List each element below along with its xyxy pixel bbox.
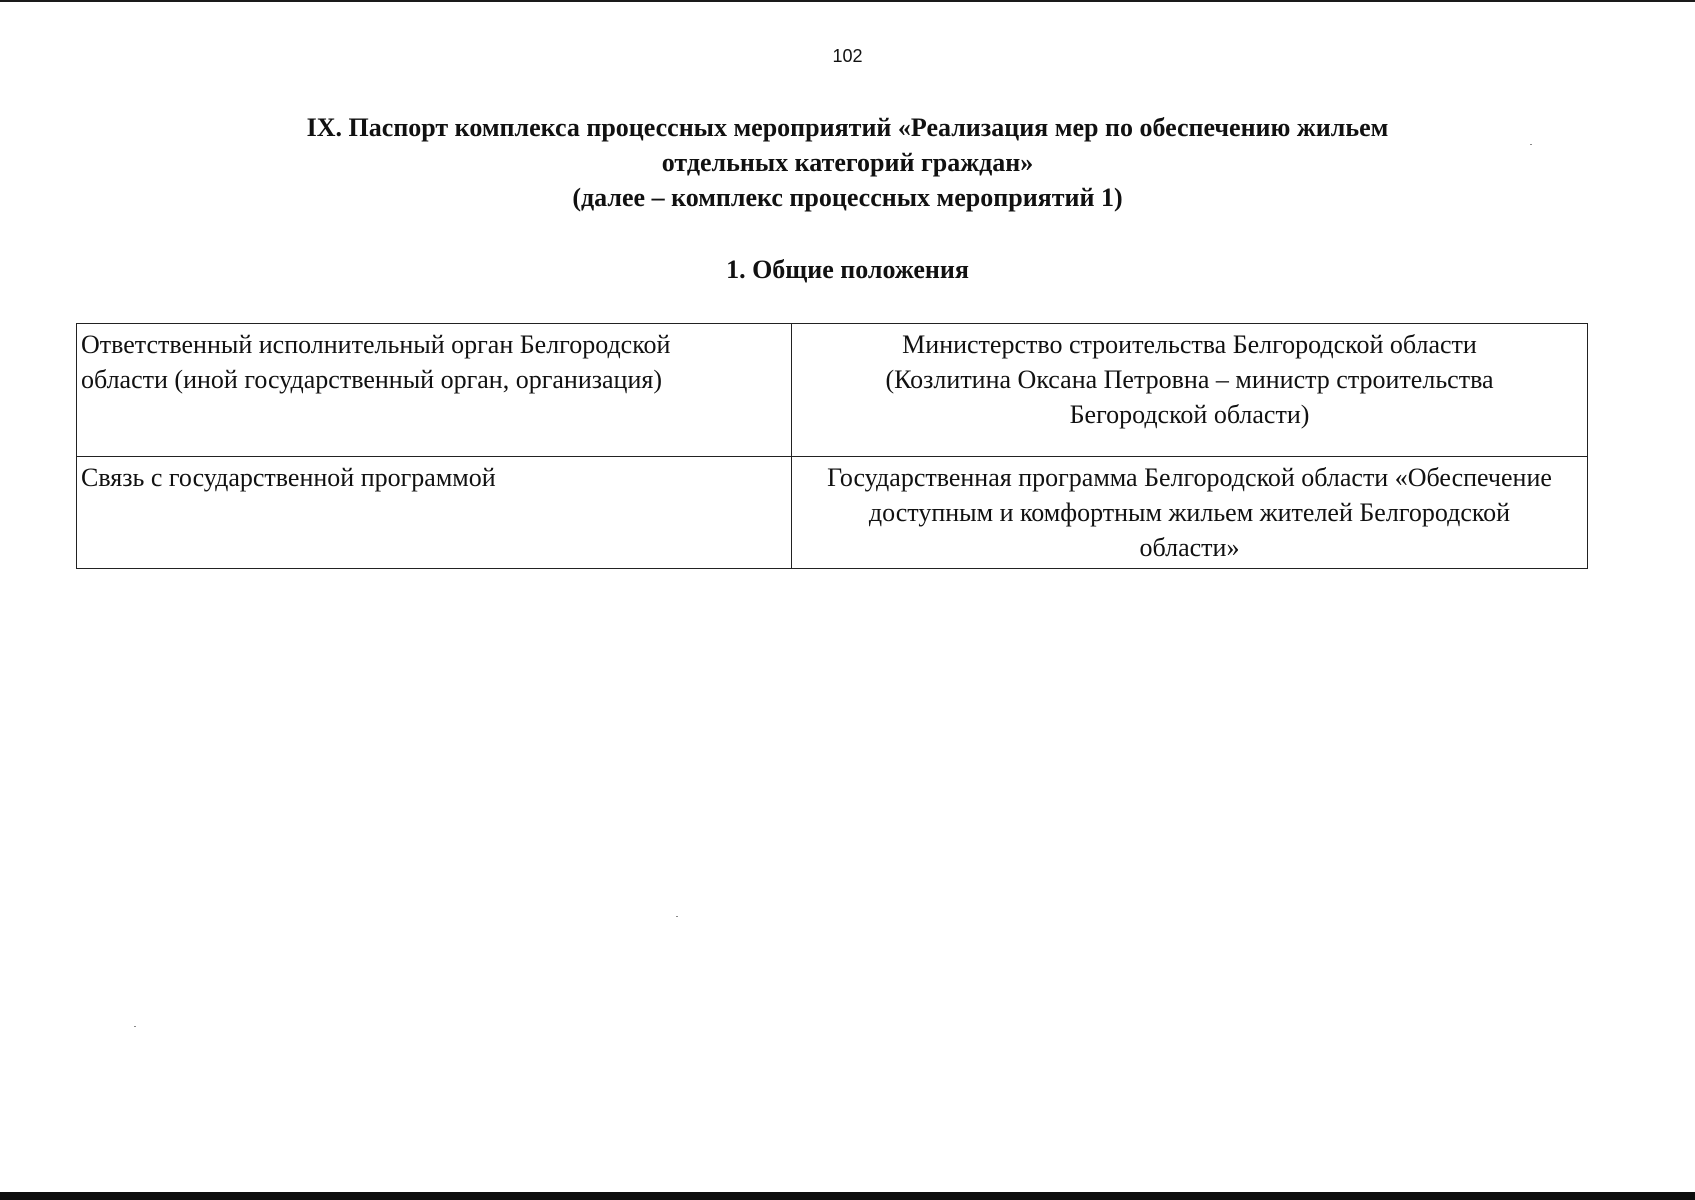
row-label-cell [77, 457, 792, 569]
row-value-line: (Козлитина Оксана Петровна – министр строительства [885, 365, 1494, 394]
page-number: 102 [832, 46, 863, 66]
row-label-line: Связь с государственной программой [81, 463, 496, 492]
title-line: отдельных категорий граждан» [661, 148, 1034, 177]
row-value-cell [792, 324, 1588, 457]
document-title [0, 110, 1695, 215]
general-provisions-table [76, 323, 1588, 569]
table-row [77, 457, 1588, 569]
row-value-line: Бегородской области) [1069, 400, 1310, 429]
row-value-line: доступным и комфортным жильем жителей Белгородской [868, 498, 1511, 527]
row-value-cell [792, 457, 1588, 569]
row-label-line: Ответственный исполнительный орган Белгородской [81, 330, 671, 359]
table-row [77, 324, 1588, 457]
scan-edge-top [0, 0, 1695, 2]
scan-speck [1530, 144, 1532, 145]
scan-speck [134, 1026, 136, 1027]
row-value-line: области» [1139, 533, 1240, 562]
title-line: (далее – комплекс процессных мероприятий 1) [572, 183, 1123, 212]
row-label-cell [77, 324, 792, 457]
title-line: IX. Паспорт комплекса процессных мероприятий «Реализация мер по обеспечению жильем [306, 113, 1389, 142]
section-heading: 1. Общие положения [726, 255, 969, 284]
row-value-line: Министерство строительства Белгородской области [902, 330, 1477, 359]
scan-speck [676, 916, 678, 917]
row-label-line: области (иной государственный орган, организация) [81, 365, 662, 394]
scan-edge-bottom [0, 1192, 1695, 1200]
row-value-line: Государственная программа Белгородской области «Обеспечение [827, 463, 1552, 492]
